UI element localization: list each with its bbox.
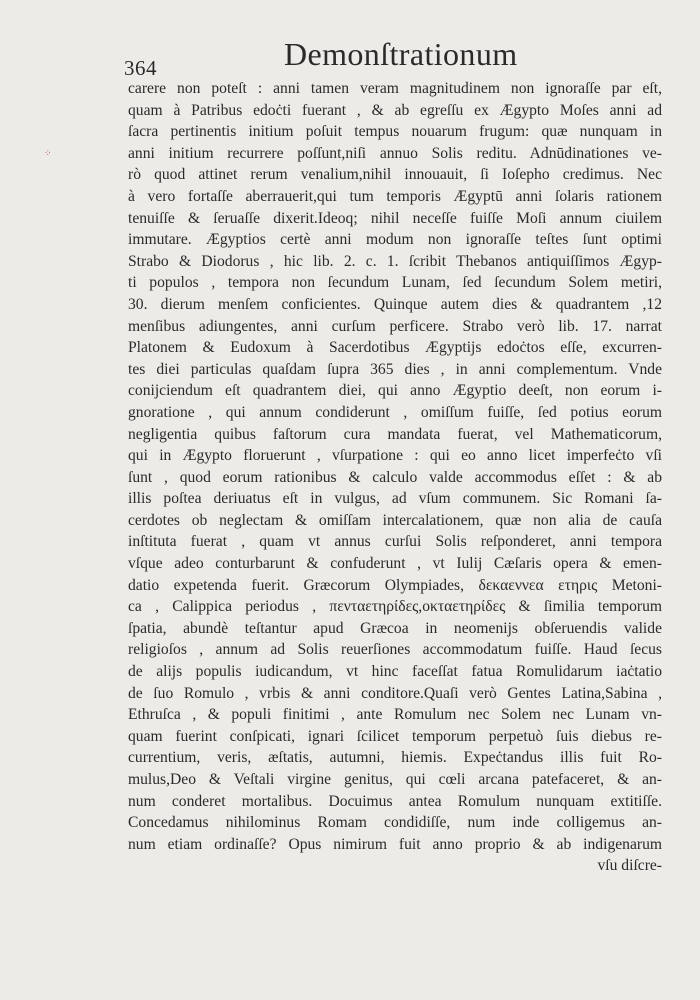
text-line: à vero fortaſſe aberrauerit,qui tum temporis Ægyptū anni ſolaris rationem bbox=[128, 187, 662, 205]
text-line: illis poſtea deriuatus eſt in vulgus, ad vſum communem. Sic Romani ſa- bbox=[128, 490, 662, 508]
text-line: de ſuo Romulo , vrbis & anni conditore.Quaſi verò Gentes Latina,Sabina , bbox=[128, 684, 662, 702]
text-line: religioſos , annum ad Solis reuerſiones accommodatum fuiſſe. Haud ſecus bbox=[128, 641, 662, 659]
text-line: tes diei particulas quaſdam ſupra 365 dies , in anni complementum. Vnde bbox=[128, 360, 662, 378]
text-line: vſque adeo conturbarunt & confuderunt , vt Iulij Cæſaris opera & emen- bbox=[128, 555, 662, 573]
text-line: quam fuerint conſpicati, ignari ſcilicet temporum perpetuò ſuis diebus re- bbox=[128, 727, 662, 745]
text-line: immutare. Ægyptios certè anni modum non ignoraſſe teſtes ſunt optimi bbox=[128, 231, 662, 249]
text-line: Ethruſca , & populi finitimi , ante Romulum nec Solem nec Lunam vn- bbox=[128, 706, 662, 724]
text-line: ſunt , quod eorum rationibus & calculo valde accommodus eſſet : & ab bbox=[128, 468, 662, 486]
text-line: cerdotes ob neglectam & omiſſam intercalationem, quæ non alia de cauſa bbox=[128, 511, 662, 529]
text-line: quam à Patribus edoċti fuerant , & ab egreſſu ex Ægypto Moſes anni ad bbox=[128, 101, 662, 119]
text-line: vſu diſcre- bbox=[597, 857, 662, 875]
margin-mark: ⁘ bbox=[44, 148, 52, 158]
text-line: ti populos , tempora non ſecundum Lunam, ſed ſecundum Solem metiri, bbox=[128, 274, 662, 292]
text-line: currentium, veris, æſtatis, autumni, hiemis. Expeċtandus illis fuit Ro- bbox=[128, 749, 662, 767]
text-line: Strabo & Diodorus , hic lib. 2. c. 1. ſcribit Thebanos antiquiſſimos Ægyp- bbox=[128, 252, 662, 270]
running-title: Demonſtrationum bbox=[284, 36, 518, 72]
text-line: conijciendum eſt quadrantem diei, qui anno Ægyptio deeſt, non eorum i- bbox=[128, 382, 662, 400]
text-line: tenuiſſe & ſeruaſſe dixerit.Ideoq; nihil neceſſe fuiſſe Moſi annum ciuilem bbox=[128, 209, 662, 227]
text-line: datio expetenda fuerit. Græcorum Olympiades, δεκαεννεα ετηρις Metoni- bbox=[128, 576, 662, 594]
text-line: Concedamus nihilominus Romam condidiſſe, num inde colligemus an- bbox=[128, 814, 662, 832]
text-line: de alijs populis iudicandum, vt hinc faceſſat fatua Romulidarum iaċtatio bbox=[128, 663, 662, 681]
text-line: num etiam ordinaſſe? Opus nimirum fuit anno proprio & ab indigenarum bbox=[128, 835, 662, 853]
text-line: mulus,Deo & Veſtali virgine genitus, qui cœli arcana patefaceret, & an- bbox=[128, 771, 662, 788]
text-line: ſacra pertinentis initium poſuit tempus nouarum frugum: quæ nunquam in bbox=[128, 123, 662, 141]
text-line: qui in Ægypto floruerunt , vſurpatione : qui eo anno licet imperfeċto vſi bbox=[128, 447, 662, 465]
text-line: Platonem & Eudoxum à Sacerdotibus Ægyptijs edoċtos eſſe, excurren- bbox=[128, 339, 662, 357]
text-line: rò quod attinet rerum venalium,nihil innouauit, ſi Ioſepho credimus. Nec bbox=[128, 166, 662, 184]
text-line: gnoratione , qui annum condiderunt , omiſſum fuiſſe, ſed potius eorum bbox=[128, 403, 662, 421]
text-line: ſpatia, abundè teſtantur apud Græcoa in neomenijs obſeruendis valide bbox=[128, 619, 662, 637]
text-line: 30. dierum menſem conficientes. Quinque autem dies & quadrantem ,12 bbox=[128, 295, 662, 313]
text-line: ca , Calippica periodus , πενταετηρίδες,οκταετηρίδες & ſimilia temporum bbox=[128, 598, 662, 616]
text-line: negligentia quibus faſtorum cura mandata fuerat, vel Mathematicorum, bbox=[128, 425, 662, 443]
body-text bbox=[128, 78, 662, 877]
text-line: menſibus adiungentes, anni curſum perficere. Strabo verò lib. 17. narrat bbox=[128, 317, 662, 335]
text-line: carere non poteſt : anni tamen veram magnitudinem non ignoraſſe par eſt, bbox=[128, 80, 662, 97]
text-line: anni initium recurrere poſſunt,niſi annuo Solis reditu. Adnūdinationes ve- bbox=[128, 144, 662, 162]
text-line: num conderet mortalibus. Docuimus antea Romulum nunquam extitiſſe. bbox=[128, 792, 662, 810]
page-number: 364 bbox=[124, 56, 157, 80]
page-header bbox=[0, 36, 700, 80]
text-line: inſtituta fuerat , quam vt annus curſui Solis reſponderet, anni tempora bbox=[128, 533, 662, 551]
